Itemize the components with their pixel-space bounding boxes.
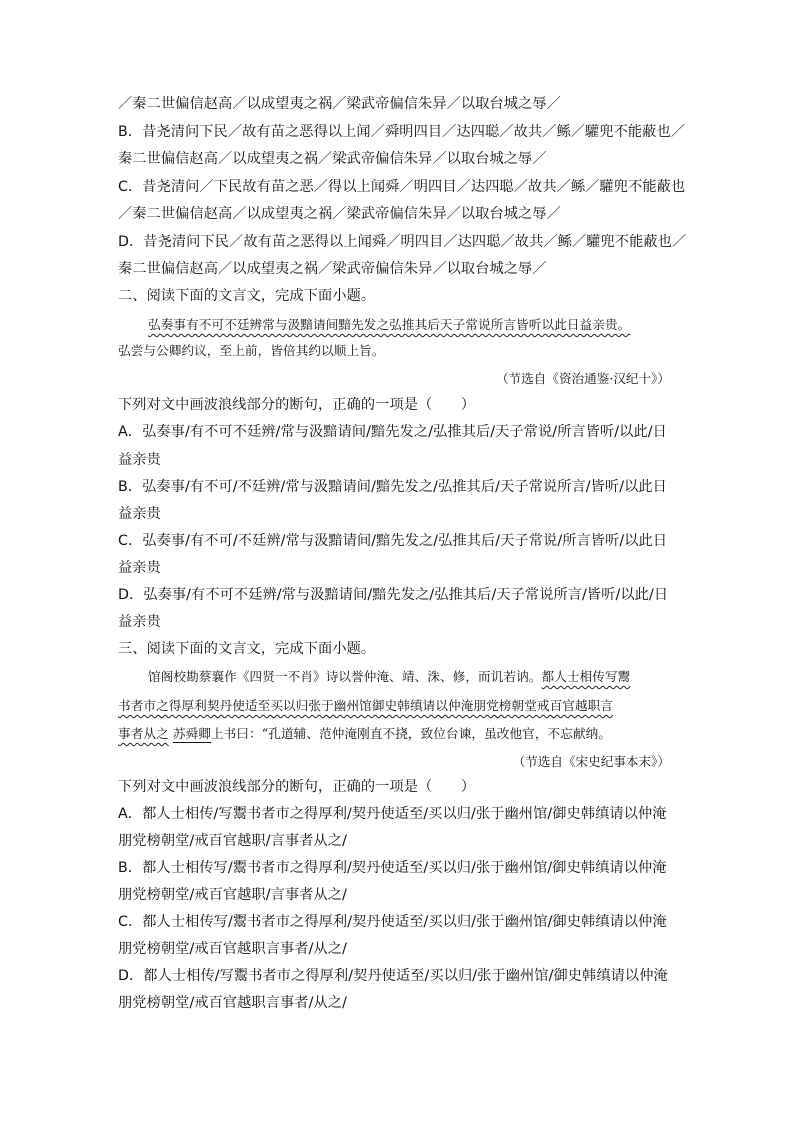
sec3-option-d: D．都人士相传/写鬻书者市之得厚利/契丹使适至/买以归/张于幽州馆/御史韩缜请以仲淹 xyxy=(118,968,668,984)
section-2-passage xyxy=(148,315,630,335)
section-2-source: （节选自《资治通鉴·汉纪十》） xyxy=(495,371,670,386)
sec3-option-a-cont: 朋党榜朝堂/戒百官越职/言事者从之/ xyxy=(118,833,347,849)
underlined-name: 苏舜卿 xyxy=(172,726,211,741)
q1-option-line: ／秦二世偏信赵高／以成望夷之祸／梁武帝偏信朱异／以取台城之辱／ xyxy=(118,96,561,112)
q1-option-c: C．昔尧清问／下民故有苗之恶／得以上闻舜／明四目／达四聪／故共／鲧／驩兜不能蔽也 xyxy=(118,179,686,195)
q1-option-line: 秦二世偏信赵高／以成望夷之祸／梁武帝偏信朱异／以取台城之辱／ xyxy=(118,261,547,277)
sec2-option-b: B．弘奏事/有不可/不廷辨/常与汲黯请间/黯先发之/弘推其后/天子常说所言/皆听/以此日 xyxy=(118,479,667,495)
sec2-option-c: C．弘奏事/有不可/不廷辨/常与汲黯请间/黯先发之/弘推其后/天子常说/所言皆听/以此日 xyxy=(118,533,668,549)
sec2-option-a-cont: 益亲贵 xyxy=(118,452,161,468)
sec2-option-d-cont: 益亲贵 xyxy=(118,614,161,630)
section-2-question: 下列对文中画波浪线部分的断句，正确的一项是（ ） xyxy=(118,397,476,413)
section-2-passage-cont: 弘尝与公卿约议，至上前，皆倍其约以顺上旨。 xyxy=(118,343,385,358)
q1-option-line: ／秦二世偏信赵高／以成望夷之祸／梁武帝偏信朱异／以取台城之辱／ xyxy=(118,206,561,222)
sec3-option-a: A．都人士相传/写鬻书者市之得厚利/契丹使适至/买以归/张于幽州馆/御史韩缜请以仲淹 xyxy=(118,806,667,822)
q1-option-d: D．昔尧清问下民／故有苗之恶得以上闻舜／明四目／达四聪／故共／鲧／驩兜不能蔽也／ xyxy=(118,234,687,250)
sec3-option-b: B．都人士相传写/鬻书者市之得厚利/契丹使适至/买以归/张于幽州馆/御史韩缜请以仲淹 xyxy=(118,860,667,876)
section-2-heading: 二、阅读下面的文言文，完成下面小题。 xyxy=(118,288,376,304)
section-3-heading: 三、阅读下面的文言文，完成下面小题。 xyxy=(118,641,376,657)
wavy-underlined-passage: 都人士相传写鬻 xyxy=(541,669,631,684)
q1-option-b: B．昔尧清问下民／故有苗之恶得以上闻／舜明四目／达四聪／故共／鲧／驩兜不能蔽也／ xyxy=(118,124,686,140)
section-3-source: （节选自《宋史纪事本末》） xyxy=(512,754,670,769)
section-3-passage-line1 xyxy=(148,667,630,687)
section-3-passage-line2 xyxy=(118,696,613,716)
wavy-underlined-passage: 事者从之 xyxy=(118,726,169,741)
sec3-option-b-cont: 朋党榜朝堂/戒百官越职/言事者从之/ xyxy=(118,887,347,903)
section-3-passage-line3 xyxy=(118,724,611,744)
section-3-question: 下列对文中画波浪线部分的断句，正确的一项是（ ） xyxy=(118,779,476,795)
passage-text: 上书曰：“孔道辅、范仲淹刚直不挠，致位台谏，虽改他官，不忘献纳。 xyxy=(210,726,612,741)
sec3-option-c-cont: 朋党榜朝堂/戒百官越职言事者/从之/ xyxy=(118,941,347,957)
passage-text: 馆阁校勘蔡襄作《四贤一不肖》诗以誉仲淹、靖、洙、修，而讥若讷。 xyxy=(148,669,542,684)
sec2-option-b-cont: 益亲贵 xyxy=(118,506,161,522)
q1-option-line: 秦二世偏信赵高／以成望夷之祸／梁武帝偏信朱异／以取台城之辱／ xyxy=(118,151,547,167)
wavy-underlined-passage: 弘奏事有不可不廷辨常与汲黯请间黯先发之弘推其后天子常说所言皆听以此日益亲贵。 xyxy=(148,317,631,332)
sec2-option-d: D．弘奏事/有不可不廷辨/常与汲黯请间/黯先发之/弘推其后/天子常说所言/皆听/以此/日 xyxy=(118,587,669,603)
sec2-option-a: A．弘奏事/有不可不廷辨/常与汲黯请间/黯先发之/弘推其后/天子常说/所言皆听/以此/日 xyxy=(118,424,667,440)
sec3-option-d-cont: 朋党榜朝堂/戒百官越职言事者/从之/ xyxy=(118,995,347,1011)
wavy-underlined-passage: 书者市之得厚利契丹使适至买以归张于幽州馆御史韩缜请以仲淹朋党榜朝堂戒百官越职言 xyxy=(118,698,614,713)
sec3-option-c: C．都人士相传写/鬻书者市之得厚利/契丹使适至/买以归/张于幽州馆/御史韩缜请以仲淹 xyxy=(118,914,667,930)
sec2-option-c-cont: 益亲贵 xyxy=(118,560,161,576)
